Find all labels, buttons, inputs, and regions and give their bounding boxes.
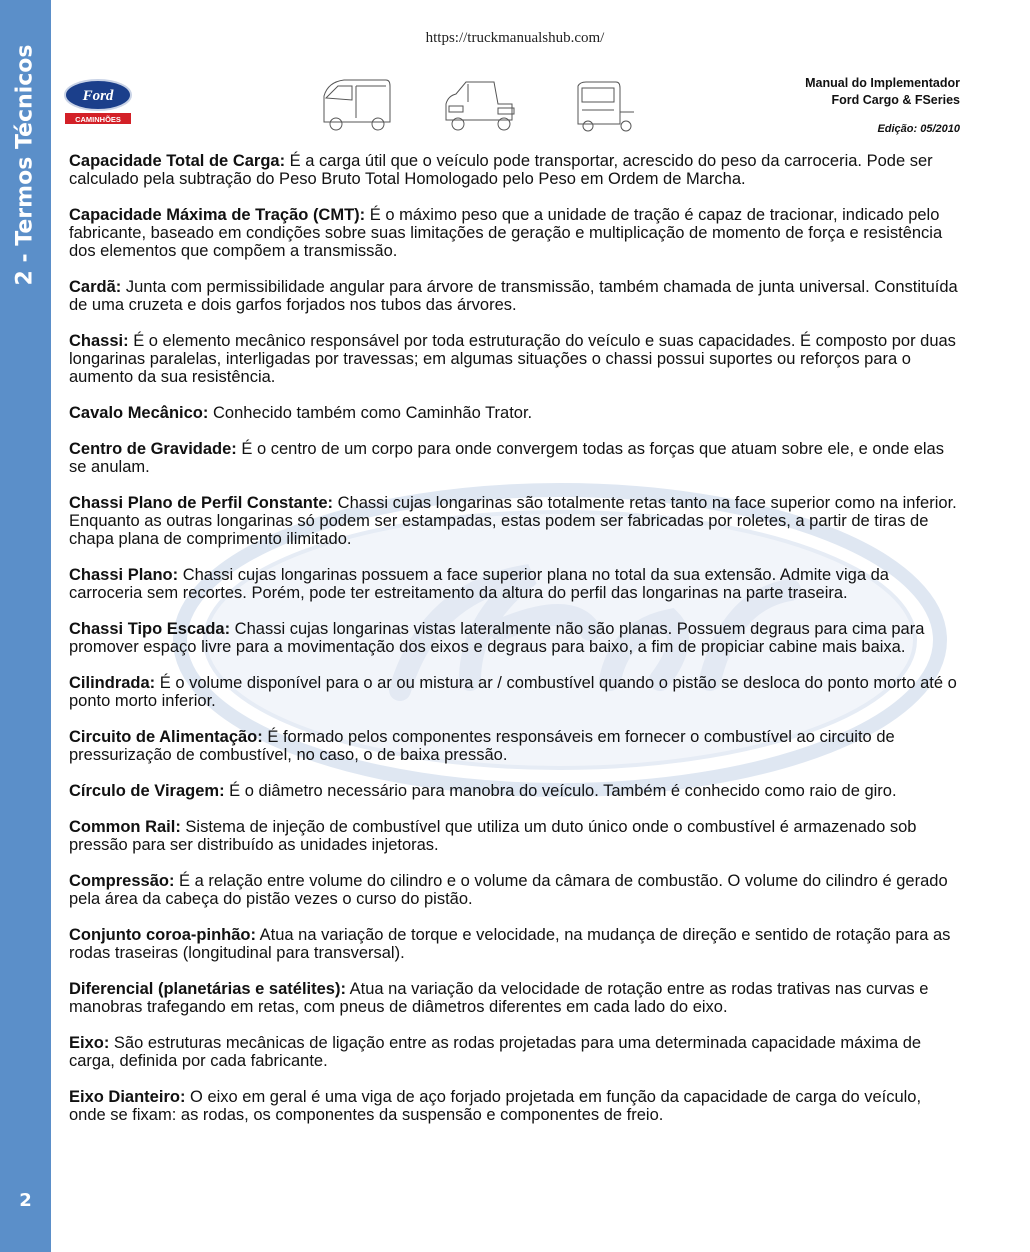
manual-subtitle: Ford Cargo & FSeries (831, 93, 960, 107)
entry-term: Cavalo Mecânico: (69, 404, 209, 422)
entry-definition: O eixo em geral é uma viga de aço forjado projetada em função da capacidade de carga do veículo, onde se fixam: as rodas, os componentes da suspensão e componentes de freio. (69, 1088, 922, 1124)
entry-term: Chassi Plano: (69, 566, 179, 584)
glossary-entry (69, 728, 962, 764)
entry-definition: Sistema de injeção de combustível que utiliza um duto único onde o combustível é armazenado sob pressão para ser distribuído as unidades injetoras. (69, 818, 917, 854)
glossary-entry (69, 206, 962, 260)
entry-term: Cilindrada: (69, 674, 156, 692)
entry-term: Centro de Gravidade: (69, 440, 237, 458)
glossary (69, 152, 962, 1142)
entry-definition: É a carga útil que o veículo pode transportar, acrescido do peso da carroceria. Pode ser calculado pela subtração do Peso Bruto Total Homologado pelo Peso em Ordem de Marcha. (69, 152, 933, 188)
entry-definition: São estruturas mecânicas de ligação entre as rodas projetadas para uma determinada capacidade máxima de carga, definida por cada fabricante. (69, 1034, 922, 1070)
glossary-entry (69, 782, 962, 800)
entry-definition: É o diâmetro necessário para manobra do veículo. Também é conhecido como raio de giro. (224, 782, 897, 800)
glossary-entry (69, 872, 962, 908)
entry-definition: Chassi cujas longarinas possuem a face superior plana no total da sua extensão. Admite viga da carroceria sem recortes. Porém, pode ter estreitamento da altura do perfil das longarinas na parte traseira. (69, 566, 889, 602)
entry-term: Circuito de Alimentação: (69, 728, 263, 746)
ford-caminhoes-logo (63, 78, 133, 126)
svg-text:CAMINHÕES: CAMINHÕES (75, 115, 121, 124)
svg-text:Ford: Ford (82, 88, 114, 104)
entry-definition: É o elemento mecânico responsável por toda estruturação do veículo e suas capacidades. É composto por duas longarinas paralelas, interligadas por travessas; em algumas situações o chassi possui suportes ou reforços para o aumento da sua resistência. (69, 332, 956, 386)
entry-definition: É o volume disponível para o ar ou mistura ar / combustível quando o pistão se desloca do ponto morto até o ponto morto inferior. (69, 674, 957, 710)
glossary-entry (69, 818, 962, 854)
entry-term: Cardã: (69, 278, 122, 296)
document-header (805, 75, 960, 138)
glossary-entry (69, 674, 962, 710)
entry-term: Diferencial (planetárias e satélites): (69, 980, 346, 998)
glossary-entry (69, 1034, 962, 1070)
entry-term: Chassi Tipo Escada: (69, 620, 231, 638)
glossary-entry (69, 440, 962, 476)
sidebar (0, 0, 51, 1252)
glossary-entry (69, 404, 962, 422)
entry-definition: É formado pelos componentes responsáveis em fornecer o combustível ao circuito de pressurização de combustível, no caso, o de baixa pressão. (69, 728, 895, 764)
glossary-entry (69, 566, 962, 602)
pickup-truck-icon (446, 82, 514, 130)
cargo-truck-icon (578, 82, 634, 131)
glossary-entry (69, 152, 962, 188)
entry-definition: Junta com permissibilidade angular para árvore de transmissão, também chamada de junta universal. Constituída de uma cruzeta e dois garfos forjados nos tubos das árvores. (69, 278, 958, 314)
entry-term: Chassi: (69, 332, 129, 350)
glossary-entry (69, 332, 962, 386)
entry-term: Eixo: (69, 1034, 110, 1052)
entry-term: Conjunto coroa-pinhão: (69, 926, 256, 944)
entry-definition: É o máximo peso que a unidade de tração é capaz de tracionar, indicado pelo fabricante, baseado em condições sobre suas limitações de geração e multiplicação de momento de força e resistência dos elementos que compõem a transmissão. (69, 206, 943, 260)
entry-definition: Conhecido também como Caminhão Trator. (208, 404, 533, 422)
van-icon (324, 80, 390, 130)
glossary-entry (69, 926, 962, 962)
entry-definition: É o centro de um corpo para onde convergem todas as forças que atuam sobre ele, e onde elas se anulam. (69, 440, 944, 476)
entry-term: Compressão: (69, 872, 175, 890)
glossary-entry (69, 494, 962, 548)
manual-title: Manual do Implementador (805, 76, 960, 90)
entry-definition: Chassi cujas longarinas vistas lateralmente não são planas. Possuem degraus para cima para promover espaço livre para a movimentação dos eixos e degraus para baixo, a fim de propiciar cabine mais baixa. (69, 620, 925, 656)
section-title: 2 - Termos Técnicos (12, 44, 38, 286)
glossary-entry (69, 278, 962, 314)
page-number: 2 (19, 1190, 32, 1211)
entry-definition: É a relação entre volume do cilindro e o volume da câmara de combustão. O volume do cilindro é gerado pela área da cabeça do pistão vezes o curso do pistão. (69, 872, 948, 908)
entry-term: Eixo Dianteiro: (69, 1088, 186, 1106)
entry-term: Círculo de Viragem: (69, 782, 225, 800)
glossary-entry (69, 1088, 962, 1124)
entry-term: Common Rail: (69, 818, 181, 836)
edition-date: Edição: 05/2010 (877, 123, 960, 135)
entry-definition: Atua na variação da velocidade de rotação entre as rodas trativas nas curvas e manobras trafegando em retas, com pneus de diâmetros diferentes em cada lado do eixo. (69, 980, 929, 1016)
glossary-entry (69, 980, 962, 1016)
entry-term: Capacidade Total de Carga: (69, 152, 286, 170)
entry-term: Capacidade Máxima de Tração (CMT): (69, 206, 366, 224)
glossary-entry (69, 620, 962, 656)
truck-illustrations (316, 74, 646, 134)
entry-definition: Atua na variação de torque e velocidade, na mudança de direção e sentido de rotação para as rodas traseiras (longitudinal para transversal). (69, 926, 951, 962)
source-url[interactable]: https://truckmanualshub.com/ (425, 30, 605, 46)
entry-definition: Chassi cujas longarinas são totalmente retas tanto na face superior como na inferior. Enquanto as outras longarinas só podem ser estampadas, estas podem ser fabricadas por roletes, a partir de tiras de chapa plana de comprimento ilimitado. (69, 494, 957, 548)
entry-term: Chassi Plano de Perfil Constante: (69, 494, 334, 512)
